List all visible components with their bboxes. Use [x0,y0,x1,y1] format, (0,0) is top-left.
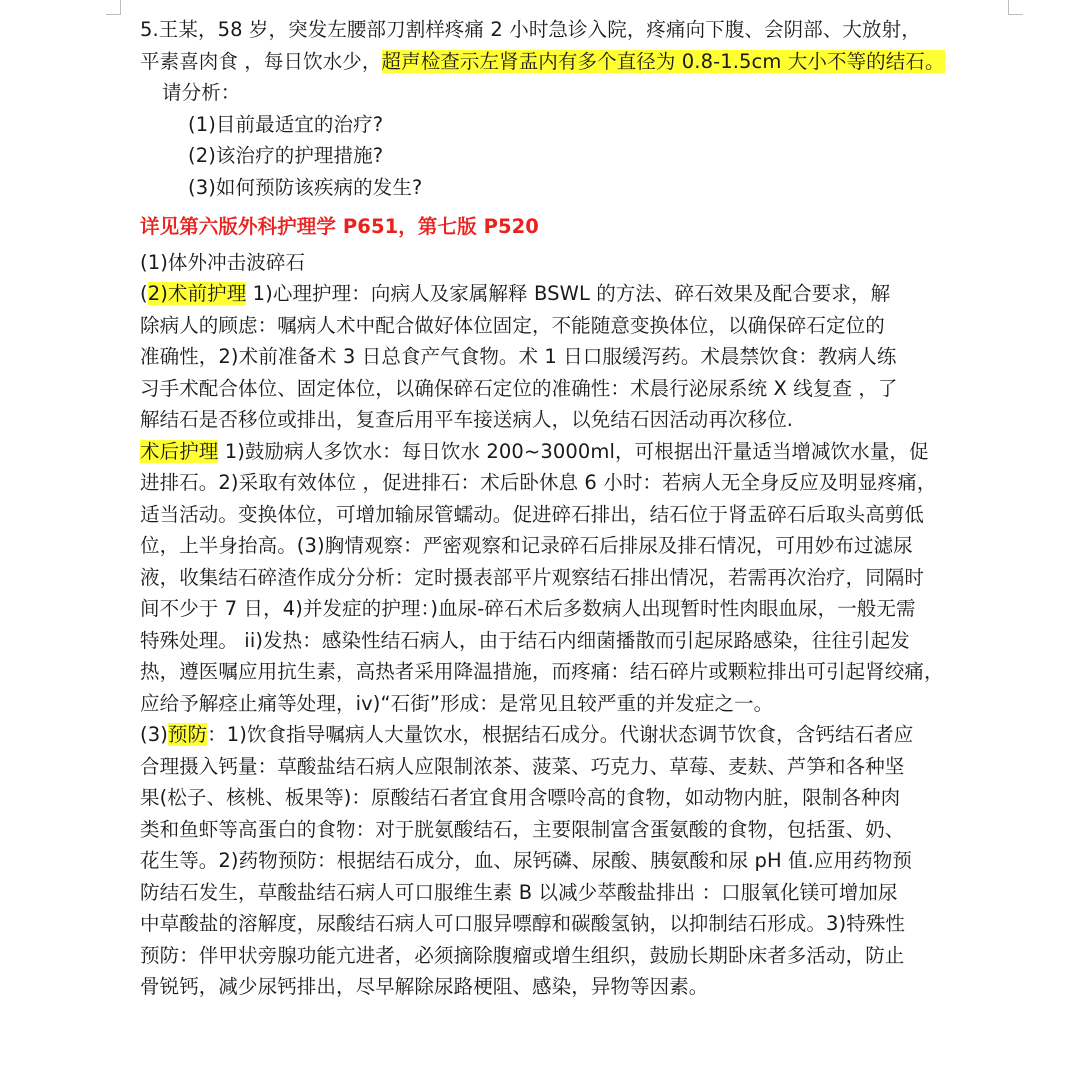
question-item-2: (2)该治疗的护理措施? [188,144,384,167]
prevention-line: 花生等。2)药物预防：根据结石成分，血、尿钙磷、尿酸、胰氨酸和尿 pH 值.应用药物预 [140,849,912,872]
preop-care-line: 除病人的顾虑：嘱病人术中配合做好体位固定，不能随意变换体位，以确保碎石定位的 [140,313,885,337]
preop-care-line: 解结石是否移位或排出，复查后用平车接送病人，以免结石因活动再次移位. [140,408,794,431]
page-corner-mark-right [1008,0,1023,15]
prevention-text: ：1)饮食指导嘱病人大量饮水，根据结石成分。代谢状态调节饮食，含钙结石者应 [207,723,914,746]
postop-care-line: 热，遵医嘱应用抗生素，高热者采用降温措施，而疼痛：结石碎片或颗粒排出可引起肾绞痛， [140,660,944,683]
postop-care-line: 特殊处理。 ii)发热：感染性结石病人，由于结石内细菌播散而引起尿路感染，往往引起发 [140,628,910,652]
question-item-1: (1)目前最适宜的治疗? [188,112,384,136]
preop-care-text: 1)心理护理：向病人及家属解释 BSWL 的方法、碎石效果及配合要求，解 [246,282,891,305]
prevention-line: 类和鱼虾等高蛋白的食物：对于胱氨酸结石，主要限制富含蛋氨酸的食物，包括蛋、奶、 [140,817,905,841]
question-line-2-text: 平素喜肉食 ，每日饮水少， [140,49,382,73]
question-item-3: (3)如何预防该疾病的发生? [188,175,423,199]
prevention-number: (3) [140,723,168,746]
postop-care-line: 进排石。2)采取有效体位 ，促进排石：术后卧休息 6 小时：若病人无全身反应及明显疼痛， [140,471,937,494]
answer-1-treatment: (1)体外冲击波碎石 [140,250,306,274]
preop-care-line: 准确性，2)术前准备术 3 日总食产气食物。术 1 日口服缓泻药。术晨禁饮食：教病人练 [140,345,897,368]
prevention-line: 果(松子、核桃、板果等)：原酸结石者宜食用含嘌呤高的食物，如动物内脏，限制各种肉 [140,786,901,809]
prevention-line: 合理摄入钙量：草酸盐结石病人应限制浓茶、菠菜、巧克力、草莓、麦麸、芦笋和各种坚 [140,754,905,778]
page-corner-mark-left [106,0,121,15]
highlighted-ultrasound-finding: 超声检查示左肾盂内有多个直径为 0.8-1.5cm 大小不等的结石。 [381,49,945,73]
highlighted-postop-care-label: 术后护理 [140,439,219,463]
question-line-2 [140,46,1010,78]
highlighted-preop-care-label: 2)术前护理 [147,282,247,305]
postop-care-text: 1)鼓励病人多饮水：每日饮水 200~3000ml，可根据出汗量适当增减饮水量，促 [218,439,929,463]
postop-care-first-line [140,436,1010,468]
prevention-first-line [140,719,1010,751]
reference-note: 详见第六版外科护理学 P651，第七版 P520 [140,215,539,238]
preop-open-paren: ( [140,282,148,305]
question-line-1: 5.王某，58 岁，突发左腰部刀割样疼痛 2 小时急诊入院，疼痛向下腹、会阴部、大放射， [140,18,921,41]
highlighted-prevention-label: 预防 [167,723,208,746]
prevention-line: 中草酸盐的溶解度，尿酸结石病人可口服异嘌醇和碳酸氢钠，以抑制结石形成。3)特殊性 [140,912,906,935]
postop-care-line: 间不少于 7 日，4)并发症的护理：)血尿-碎石术后多数病人出现暂时性肉眼血尿，一般无需 [140,597,916,620]
prevention-line: 防结石发生，草酸盐结石病人可口服维生素 B 以减少萃酸盐排出 ：口服氧化镁可增加尿 [140,880,898,904]
postop-care-line: 适当活动。变换体位，可增加输尿管蠕动。促进碎石排出，结石位于肾盂碎石后取头高剪低 [140,502,925,526]
preop-care-first-line [140,278,1010,310]
document-page [140,14,1010,1003]
postop-care-line: 应给予解痉止痛等处理，iv)“石街”形成：是常见且较严重的并发症之一。 [140,691,774,715]
prevention-line: 预防：伴甲状旁腺功能亢进者，必须摘除腹瘤或增生组织，鼓励长期卧床者多活动，防止 [140,943,905,967]
postop-care-line: 位，上半身抬高。(3)胸情观察：严密观察和记录碎石后排尿及排石情况，可用妙布过滤尿 [140,534,913,557]
question-prompt: 请分析： [162,81,241,104]
postop-care-line: 液，收集结石碎渣作成分分析：定时摄表部平片观察结石排出情况，若需再次治疗，同隔时 [140,565,925,589]
prevention-line: 骨锐钙，减少尿钙排出，尽早解除尿路梗阻、感染，异物等因素。 [140,975,709,998]
preop-care-line: 习手术配合体位、固定体位，以确保碎石定位的准确性：术晨行泌尿系统 X 线复查 ，了 [140,376,898,400]
